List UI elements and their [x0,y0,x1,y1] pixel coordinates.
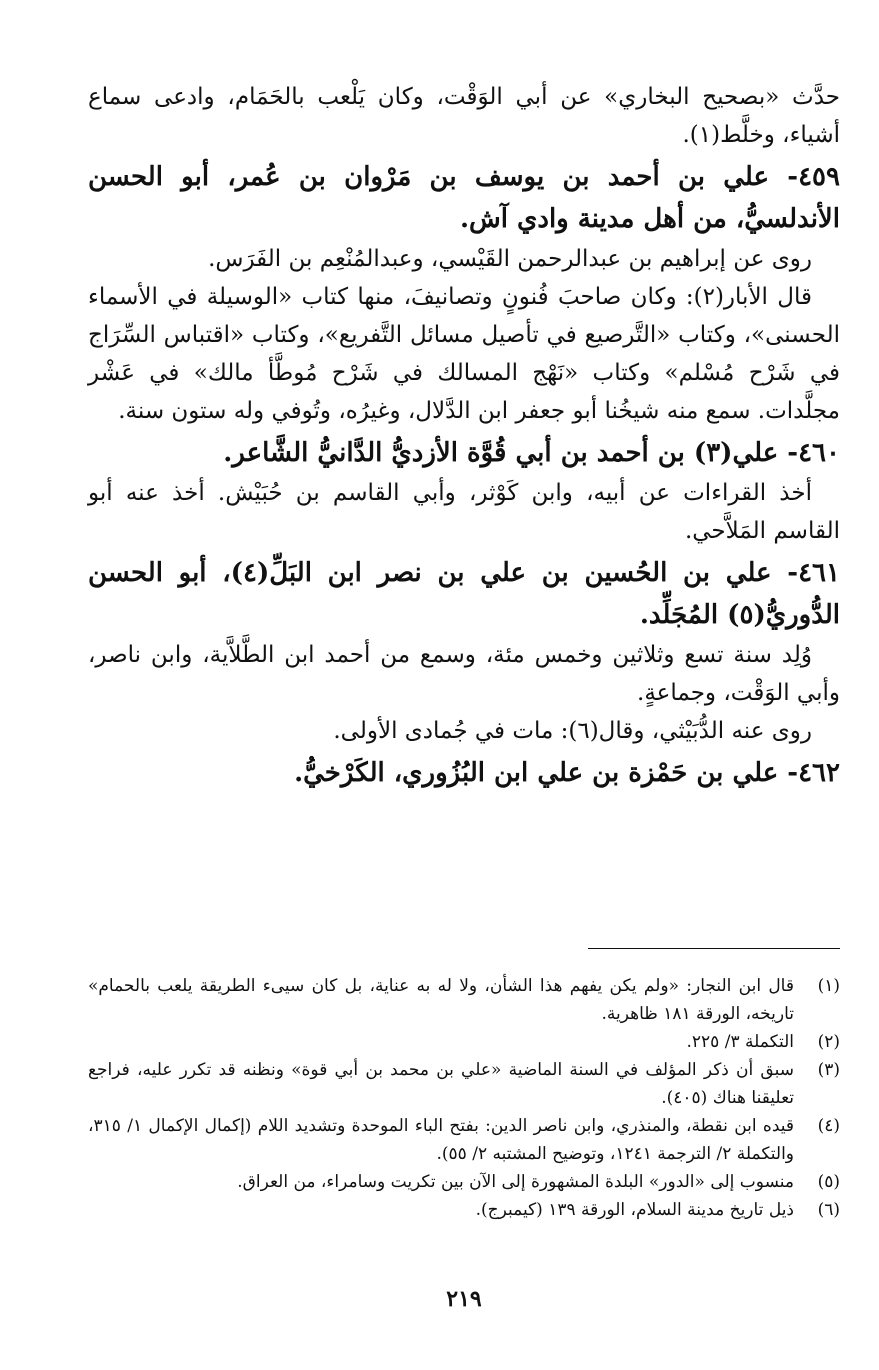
footnote-number: (٦) [817,1200,840,1220]
footnote-text: منسوب إلى «الدور» البلدة المشهورة إلى الآن بين تكريت وسامراء، من العراق. [237,1172,794,1192]
footnote-text: قيده ابن نقطة، والمنذري، وابن ناصر الدين: بفتح الباء الموحدة وتشديد اللام (إكمال الإكمال ١/ ٣١٥، والتكملة ٢/ الترجمة ١٢٤١، وتوضيح المشتبه ٢/ ٥٥). [88,1116,794,1164]
footnotes [88,972,840,1224]
paragraph: روى عن إبراهيم بن عبدالرحمن القَيْسي، وعبدالمُنْعِم بن الفَرَس. [208,246,812,272]
page-number: ٢١٩ [446,1286,482,1312]
book-page [88,78,840,1348]
text-line: حدَّث «بصحيح البخاري» عن أبي الوَقْت، وكان يَلْعب بالحَمَام، وادعى سماع أشياء، وخلَّط(١). [88,84,840,148]
main-text [88,78,840,794]
footnote-text: قال ابن النجار: «ولم يكن يفهم هذا الشأن، ولا له به عناية، بل كان سيىء الطريقة يلعب بالحمام» تاريخه، الورقة ١٨١ ظاهرية. [88,976,794,1024]
paragraph: أخذ القراءات عن أبيه، وابن كَوْثر، وأبي القاسم بن حُبَيْش. أخذ عنه أبو القاسم المَلاَّحي. [88,480,840,544]
footnote-separator [588,948,840,949]
footnote [88,1028,840,1056]
footnote-number: (٥) [817,1172,840,1192]
paragraph: وُلِد سنة تسع وثلاثين وخمس مئة، وسمع من أحمد ابن الطَّلاَّية، وابن ناصر، وأبي الوَقْت، وجماعةٍ. [88,642,840,706]
footnote-text: سبق أن ذكر المؤلف في السنة الماضية «علي بن محمد بن أبي قوة» ونظنه قد تكرر عليه، فراجع تعليقنا هناك (٤٠٥). [88,1060,794,1108]
footnote [88,1056,840,1112]
entry-heading-461: ٤٦١- علي بن الحُسين بن علي بن نصر ابن البَلِّ(٤)، أبو الحسن الدُّوريُّ(٥) المُجَلِّد. [88,558,840,630]
footnote [88,972,840,1028]
footnote-number: (٢) [817,1032,840,1052]
footnote-number: (٤) [817,1116,840,1136]
entry-heading-460: ٤٦٠- علي(٣) بن أحمد بن أبي قُوَّة الأزديُّ الدَّانيُّ الشَّاعر. [223,438,840,468]
footnote [88,1112,840,1168]
entry-heading-462: ٤٦٢- علي بن حَمْزة بن علي ابن البُزُوري، الكَرْخيُّ. [294,758,840,788]
footnote [88,1196,840,1224]
paragraph: روى عنه الدُّبَيْثي، وقال(٦): مات في جُمادى الأولى. [333,718,812,744]
footnote-text: التكملة ٣/ ٢٢٥. [686,1032,794,1052]
paragraph: قال الأبار(٢): وكان صاحبَ فُنونٍ وتصانيفَ، منها كتاب «الوسيلة في الأسماء الحسنى»، وكتاب «التَّرصيع في تأصيل مسائل التَّفريع»، وكتاب «اقتباس السِّرَاج في شَرْح مُسْلم» وكتاب «نَهْج المسالك في شَرْح مُوطَّأ مالك» في عَشْر مجلَّدات. سمع منه شيخُنا أبو جعفر ابن الدَّلال، وغيرُه، وتُوفي وله ستون سنة. [88,284,840,424]
footnote [88,1168,840,1196]
entry-heading-459: ٤٥٩- علي بن أحمد بن يوسف بن مَرْوان بن عُمر، أبو الحسن الأندلسيُّ، من أهل مدينة وادي آش. [88,162,840,234]
footnote-number: (١) [817,976,840,996]
footnote-text: ذيل تاريخ مدينة السلام، الورقة ١٣٩ (كيمبرج). [475,1200,794,1220]
footnote-number: (٣) [817,1060,840,1080]
